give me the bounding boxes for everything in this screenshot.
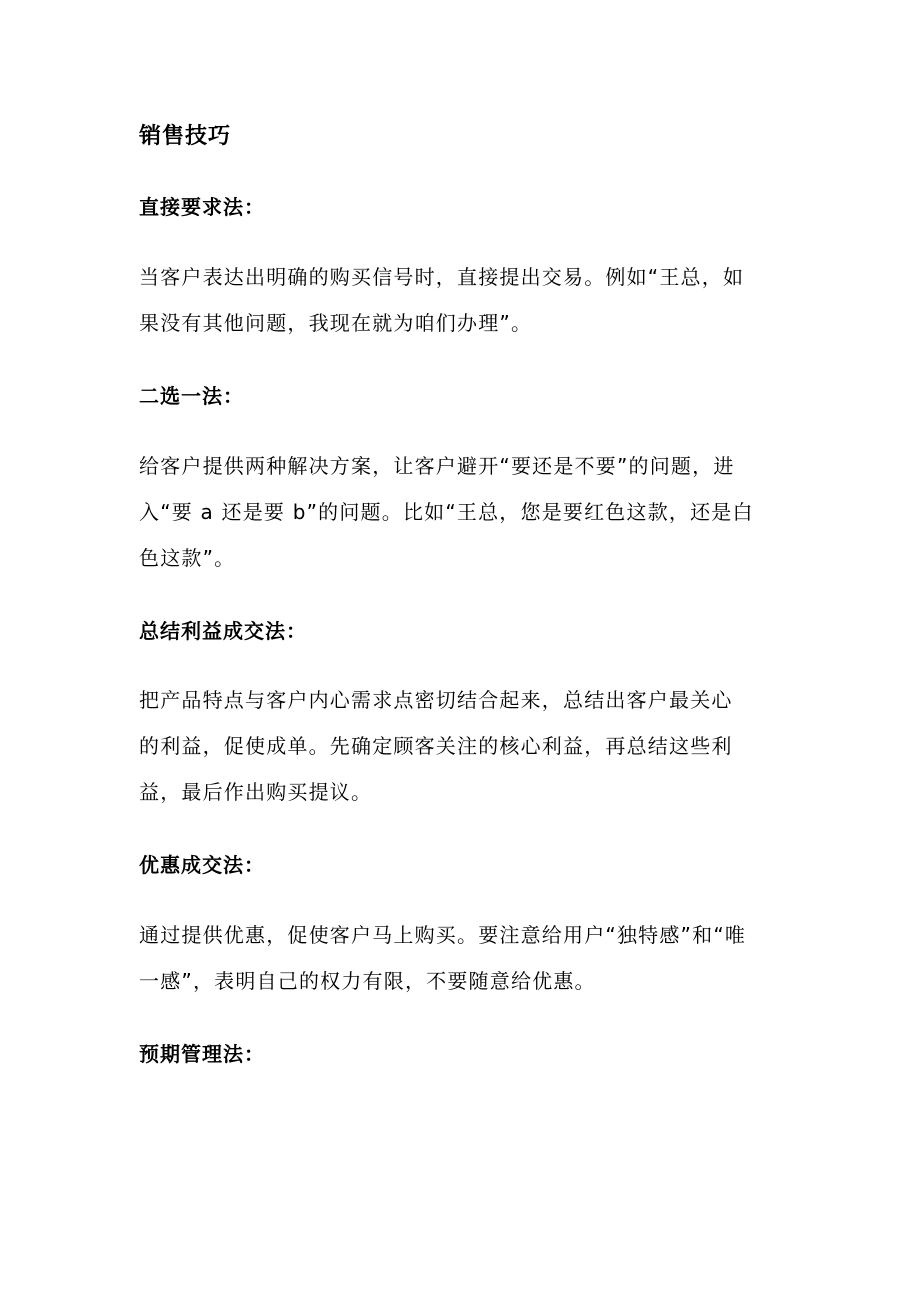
section-heading-direct-request: 直接要求法： — [139, 195, 265, 219]
body-line: 入“要 a 还是要 b”的问题。比如“王总，您是要红色这款，还是白 — [139, 500, 754, 524]
section-body-benefit-summary — [139, 677, 784, 815]
section-body-discount — [139, 912, 784, 1004]
section-heading-discount: 优惠成交法： — [139, 853, 265, 877]
body-line: 当客户表达出明确的购买信号时，直接提出交易。例如“王总，如 — [139, 265, 745, 289]
section-body-either-or — [139, 443, 784, 581]
body-line: 益，最后作出购买提议。 — [139, 780, 373, 804]
section-body-direct-request — [139, 254, 784, 346]
body-line: 色这款”。 — [139, 546, 236, 570]
body-line: 果没有其他问题，我现在就为咱们办理”。 — [139, 311, 533, 335]
section-heading-expectation-management: 预期管理法： — [139, 1042, 265, 1066]
document-title: 销售技巧 — [139, 124, 232, 149]
body-line: 的利益，促使成单。先确定顾客关注的核心利益，再总结这些利 — [139, 734, 733, 758]
body-line: 给客户提供两种解决方案，让客户避开“要还是不要”的问题，进 — [139, 454, 735, 478]
body-line: 通过提供优惠，促使客户马上购买。要注意给用户“独特感”和“唯 — [139, 923, 747, 947]
section-heading-benefit-summary: 总结利益成交法： — [139, 619, 307, 643]
body-line: 把产品特点与客户内心需求点密切结合起来，总结出客户最关心 — [139, 688, 733, 712]
section-heading-either-or: 二选一法： — [139, 384, 244, 408]
body-line: 一感”，表明自己的权力有限，不要随意给优惠。 — [139, 969, 596, 993]
